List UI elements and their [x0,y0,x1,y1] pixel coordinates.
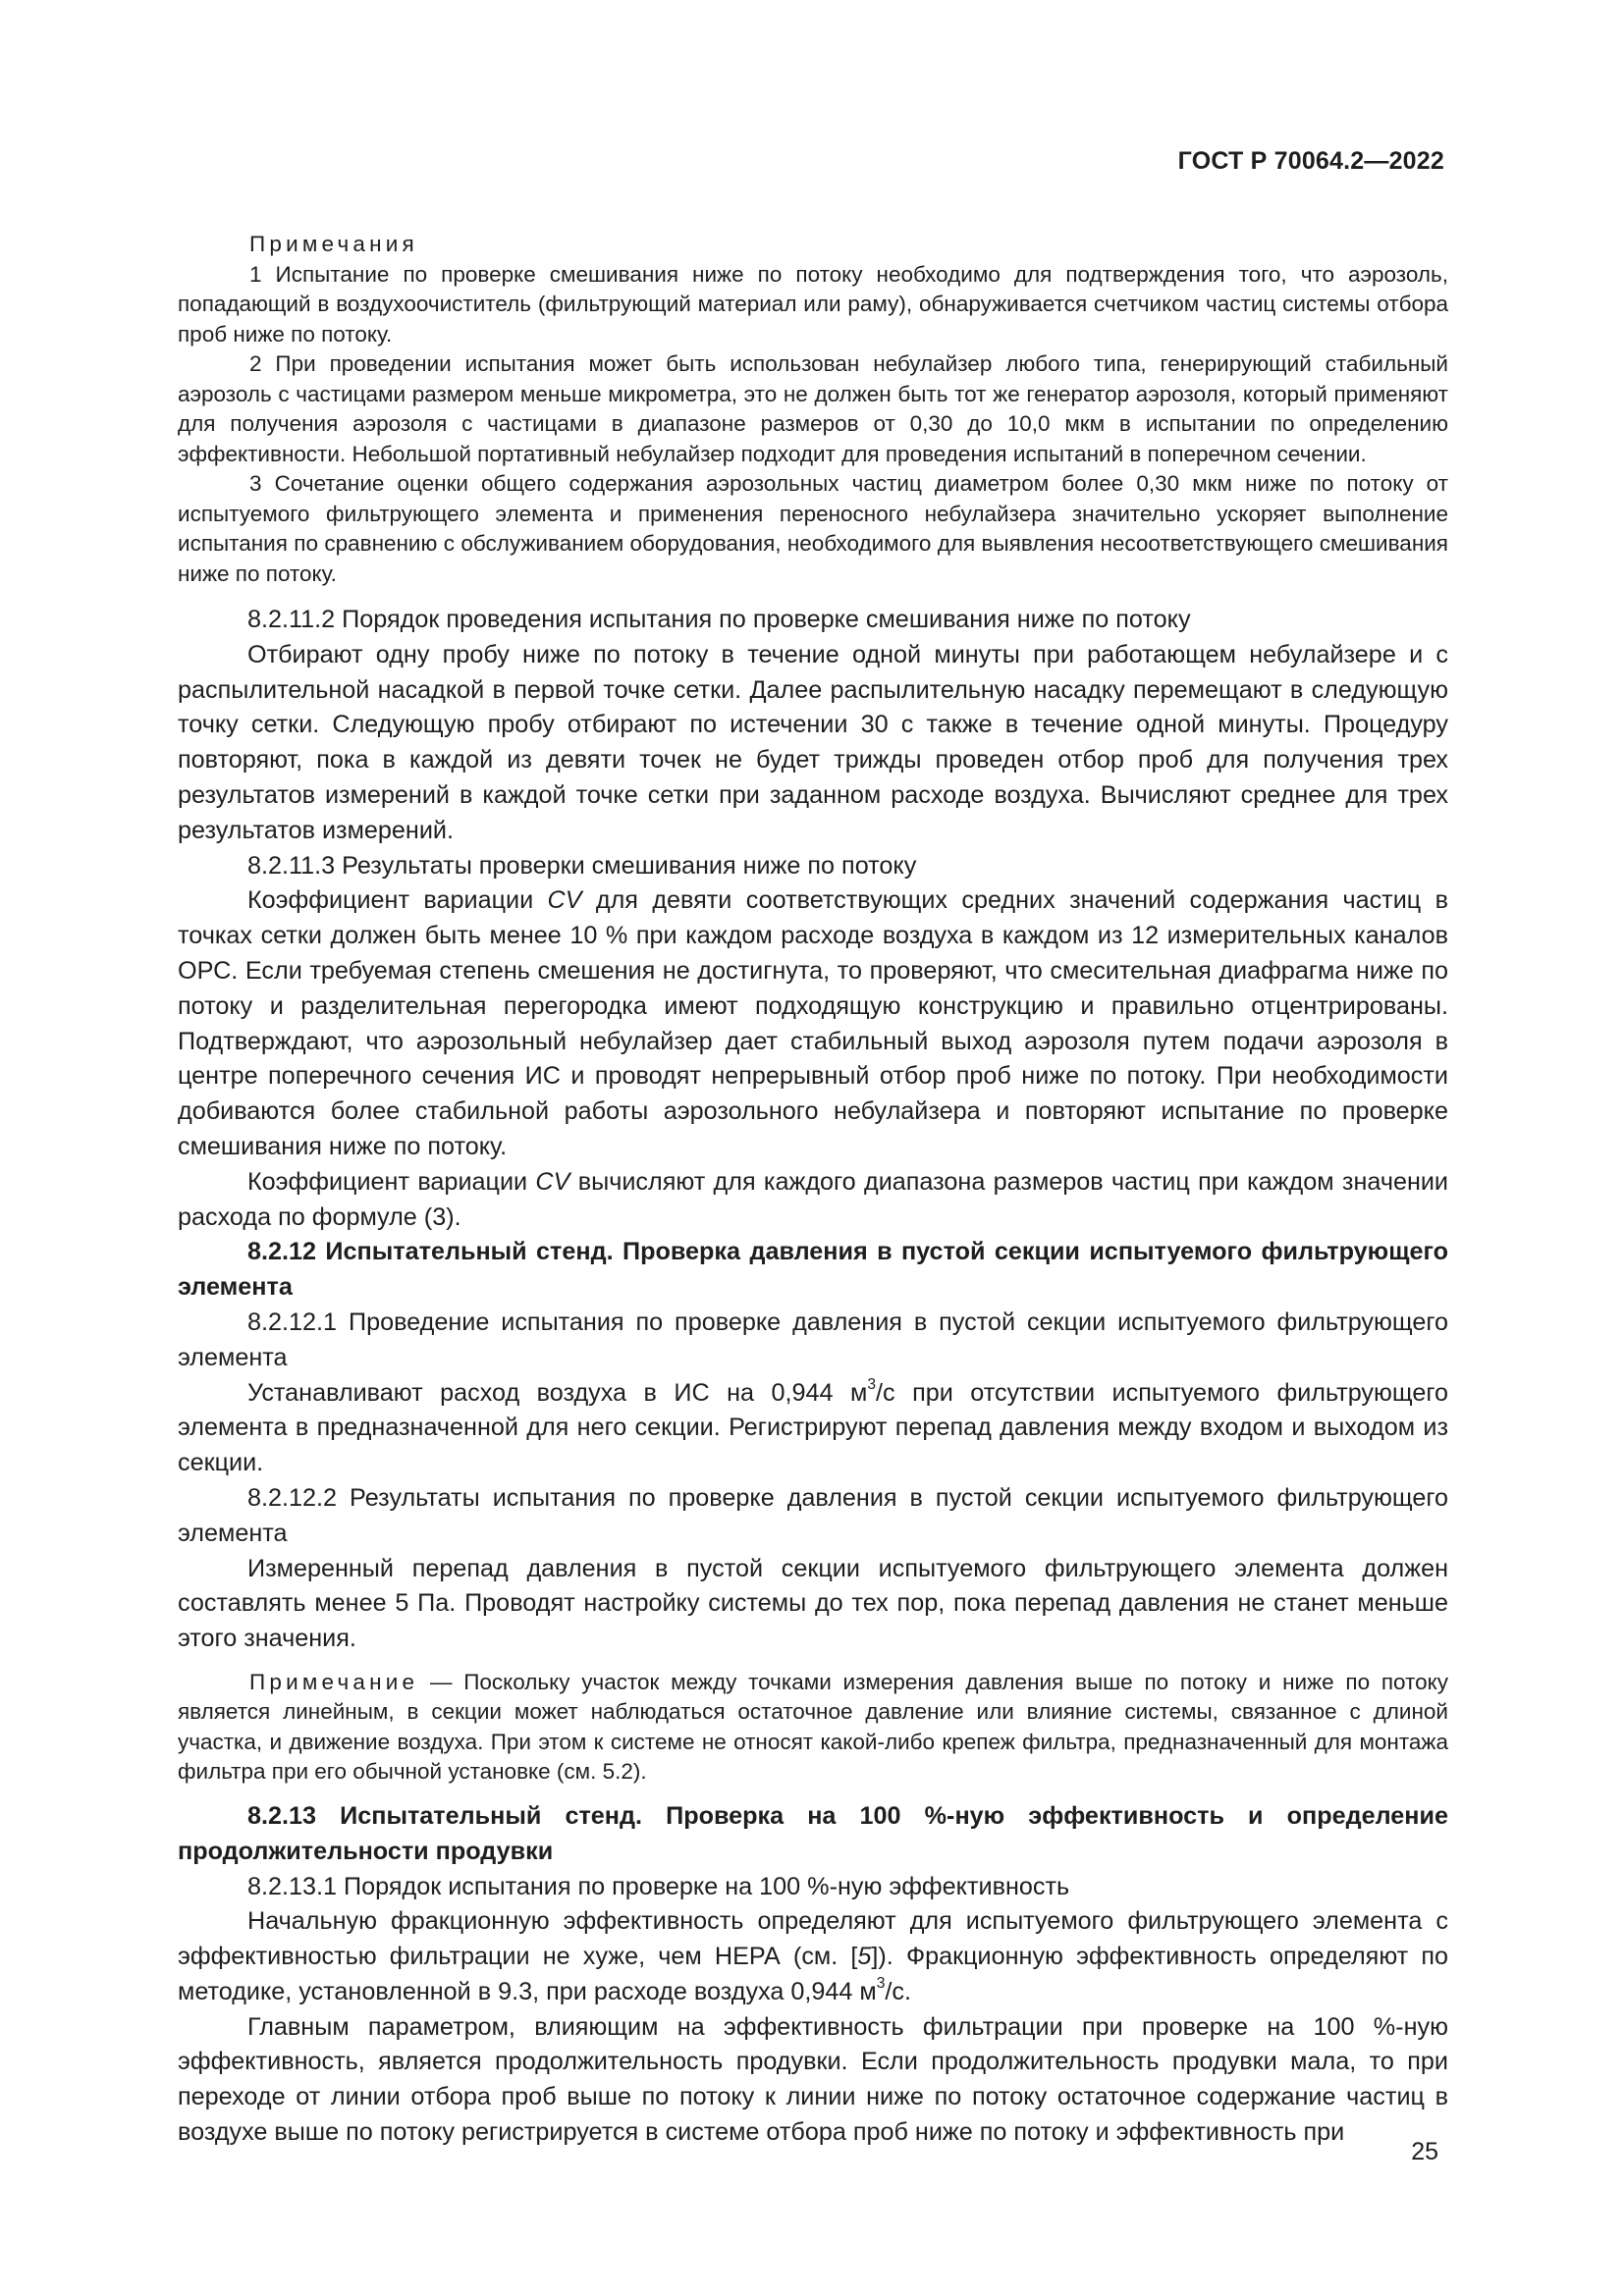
paragraph-purge-duration: Главным параметром, влияющим на эффективность фильтрации при проверке на 100 %-ную эффективность, является продолжительность продувки. Если продолжительность продувки мала, то при переходе от линии отбора проб выше по потоку к линии ниже по потоку остаточное содержание частиц в воздухе выше по потоку регистрируется в системе отбора проб ниже по потоку и эффективность при [178,2012,1448,2147]
main-text [178,603,1448,1657]
paragraph-8-2-11-2: Отбирают одну пробу ниже по потоку в течение одной минуты при работающем небулайзере и с распылительной насадкой в первой точке сетки. Далее распылительную насадку перемещают в следующую точку сетки. Следующую пробу отбирают по истечении 30 с также в течение одной минуты. Процедуру повторяют, пока в каждой из девяти точек не будет трижды проведен отбор проб для получения трех результатов измерений в каждой точке сетки при заданном расходе воздуха. Вычисляют среднее для трех результатов измерений. [178,640,1448,844]
heading-8-2-12-2: 8.2.12.2 Результаты испытания по проверке давления в пустой секции испытуемого фильтрующего элемента [178,1483,1448,1547]
note-label: Примечание [249,1669,419,1694]
paragraph-cv-requirement: Коэффициент вариации CV для девяти соответствующих средних значений содержания частиц в точках сетки должен быть менее 10 % при каждом расходе воздуха в каждом из 12 измерительных каналов ОРС. Если требуемая степень смешения не достигнута, то проверяют, что смесительная диафрагма ниже по потоку и разделительная перегородка имеют подходящую конструкцию и правильно отцентрированы. Подтверждают, что аэрозольный небулайзер дает стабильный выход аэрозоля путем подачи аэрозоля в центре поперечного сечения ИС и проводят непрерывный отбор проб ниже по потоку. При необходимости добиваются более стабильной работы аэрозольного небулайзера и повторяют испытание по проверке смешивания ниже по потоку. [178,886,1448,1160]
page-content [178,230,1448,2151]
heading-8-2-11-3: 8.2.11.3 Результаты проверки смешивания ниже по потоку [247,851,917,880]
paragraph-8-2-12-1: Устанавливают расход воздуха в ИС на 0,944 $м^3/с$ при отсутствии испытуемого фильтрующего элемента в предназначенной для него секции. Регистрируют перепад давления между входом и выходом из секции. [178,1375,1448,1477]
paragraph-8-2-13-1: Начальную фракционную эффективность определяют для испытуемого фильтрующего элемента с эффективностью фильтрации не хуже, чем НЕРА (см. [5]). Фракционную эффективность определяют по методике, установленной в 9.3, при расходе воздуха 0,944 $м^3/с$. [178,1907,1448,2005]
notes-top [178,230,1448,589]
main-text-2 [178,1799,1448,2151]
note-8-2-12 [178,1668,1448,1788]
note-item-3: 3 Сочетание оценки общего содержания аэрозольных частиц диаметром более 0,30 мкм ниже по потоку от испытуемого фильтрующего элемента и применения переносного небулайзера значительно ускоряет выполнение испытания по сравнению с обслуживанием оборудования, необходимого для выявления несоответствующего смешивания ниже по потоку. [178,471,1448,586]
note-item-2: 2 При проведении испытания может быть использован небулайзер любого типа, генерирующий стабильный аэрозоль с частицами размером меньше микрометра, это не должен быть тот же генератор аэрозоля, который применяют для получения аэрозоля с частицами в диапазоне размеров от 0,30 до 10,0 мкм в испытании по определению эффективности. Небольшой портативный небулайзер подходит для проведения испытаний в поперечном сечении. [178,351,1448,466]
note-item-1: 1 Испытание по проверке смешивания ниже по потоку необходимо для подтверждения того, что аэрозоль, попадающий в воздухоочиститель (фильтрующий материал или раму), обнаруживается счетчиком частиц системы отбора проб ниже по потоку. [178,261,1448,347]
heading-8-2-13-1: 8.2.13.1 Порядок испытания по проверке на 100 %-ную эффективность [247,1872,1070,1900]
page-number: 25 [1411,2138,1438,2165]
heading-8-2-12: 8.2.12 Испытательный стенд. Проверка давления в пустой секции испытуемого фильтрующего элемента [178,1238,1448,1302]
notes-title: Примечания [249,232,418,256]
note-text: — Поскольку участок между точками измерения давления выше по потоку и ниже по потоку является линейным, в секции может наблюдаться остаточное давление или влияние системы, связанное с длиной участка, и движение воздуха. При этом к системе не относят какой-либо крепеж фильтра, предназначенный для монтажа фильтра при его обычной установке (см. 5.2). [178,1669,1448,1785]
heading-8-2-13: 8.2.13 Испытательный стенд. Проверка на 100 %-ную эффективность и определение продолжительности продувки [178,1801,1448,1865]
document-code: ГОСТ Р 70064.2—2022 [1177,147,1444,175]
heading-8-2-11-2: 8.2.11.2 Порядок проведения испытания по проверке смешивания ниже по потоку [247,606,1191,633]
paragraph-8-2-12-2: Измеренный перепад давления в пустой секции испытуемого фильтрующего элемента должен составлять менее 5 Па. Проводят настройку системы до тех пор, пока перепад давления не станет меньше этого значения. [178,1554,1448,1653]
heading-8-2-12-1: 8.2.12.1 Проведение испытания по проверке давления в пустой секции испытуемого фильтрующего элемента [178,1308,1448,1371]
paragraph-cv-calculation: Коэффициент вариации CV вычисляют для каждого диапазона размеров частиц при каждом значении расхода по формуле (3). [178,1167,1448,1231]
